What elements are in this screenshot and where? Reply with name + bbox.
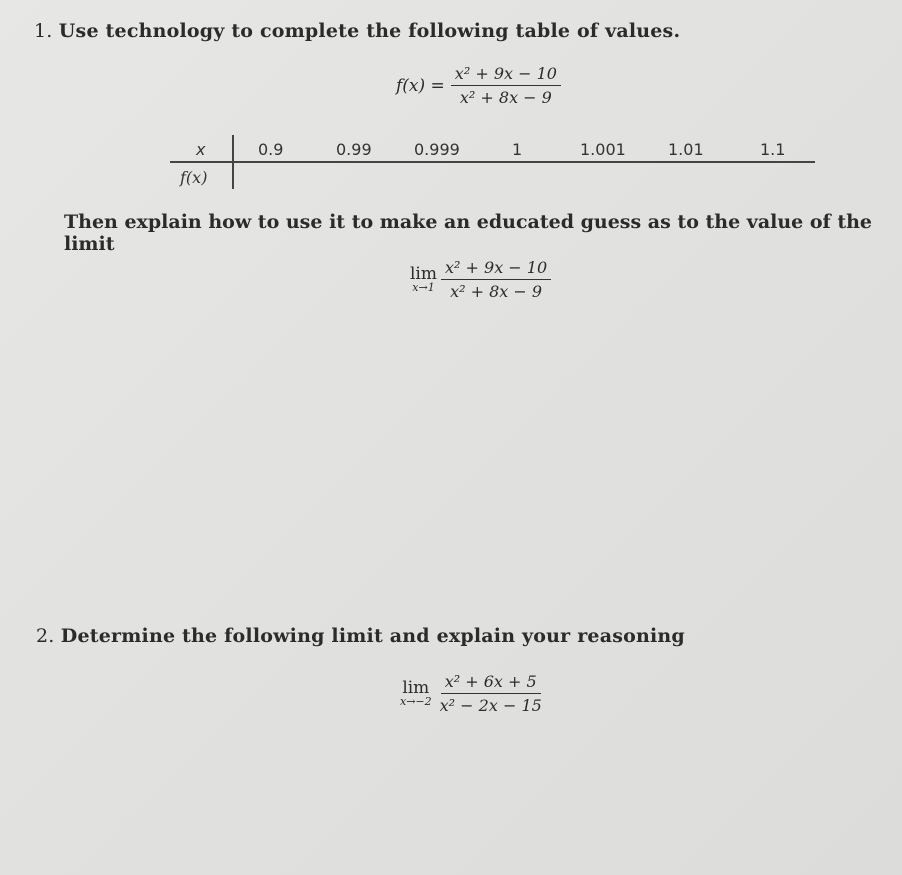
function-denominator: x² + 8x − 9 (459, 88, 552, 107)
table-vertical-rule (232, 135, 234, 189)
limit-1-word: lim (410, 263, 437, 284)
table-label-fx: f(x) (180, 168, 208, 187)
function-fraction (451, 64, 561, 107)
limit-1-operator (410, 263, 437, 294)
limit-2-approach: x→−2 (400, 694, 432, 708)
problem-1-number: 1. (34, 20, 53, 42)
problem-2-instruction: Determine the following limit and explain your reasoning (60, 625, 685, 647)
table-cell-x: 1.01 (668, 140, 704, 159)
table-cell-x: 0.9 (258, 140, 284, 159)
limit-1-fraction (441, 258, 551, 301)
problem-1-followup: Then explain how to use it to make an educated guess as to the value of the limit (64, 211, 873, 255)
table-horizontal-rule (170, 161, 815, 163)
table-cell-x: 1.1 (760, 140, 786, 159)
problem-2-number: 2. (36, 625, 55, 647)
limit-2-numerator: x² + 6x + 5 (441, 672, 541, 694)
limit-2 (400, 672, 546, 715)
table-label-x: x (196, 140, 206, 159)
limit-1-numerator: x² + 9x − 10 (441, 258, 551, 280)
limit-1-denominator: x² + 8x − 9 (450, 282, 543, 301)
limit-2-fraction (436, 672, 546, 715)
limit-2-denominator: x² − 2x − 15 (439, 696, 542, 715)
table-cell-x: 1.001 (580, 140, 626, 159)
problem-1-heading (34, 20, 680, 42)
limit-2-word: lim (402, 677, 430, 698)
table-cell-x: 1 (512, 140, 523, 159)
function-numerator: x² + 9x − 10 (451, 64, 561, 86)
limit-1-approach: x→1 (412, 280, 435, 294)
limit-1 (410, 258, 551, 301)
problem-1-instruction: Use technology to complete the following table of values. (58, 20, 681, 42)
values-table (170, 135, 815, 195)
table-cell-x: 0.999 (414, 140, 460, 159)
problem-2-heading (36, 625, 685, 647)
function-definition (396, 64, 561, 107)
function-lhs: f(x) = (396, 75, 445, 96)
table-cell-x: 0.99 (336, 140, 372, 159)
limit-2-operator (400, 677, 432, 708)
